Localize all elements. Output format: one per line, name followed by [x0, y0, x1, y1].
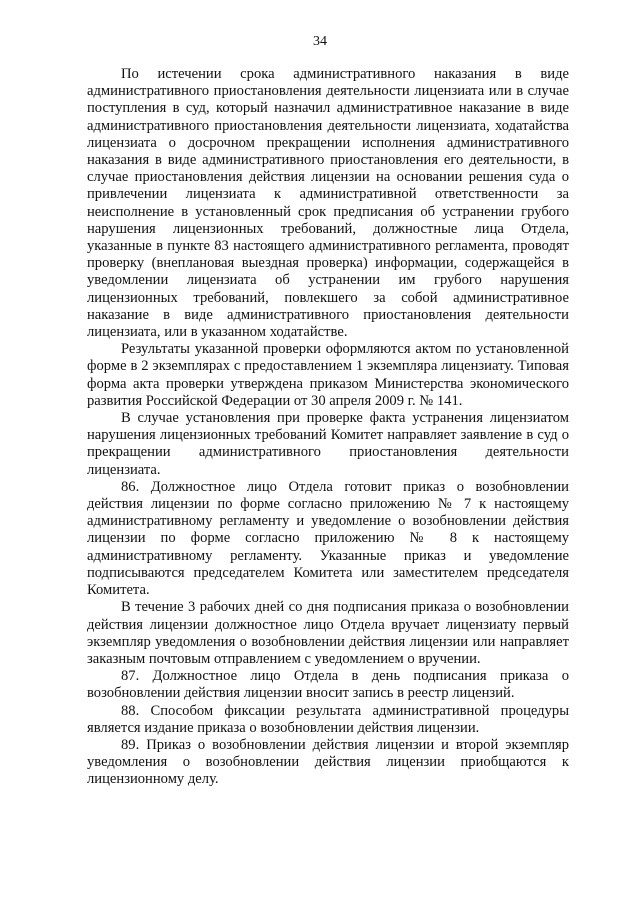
paragraph-87: 87. Должностное лицо Отдела в день подписания приказа о возобновлении действия лицензии вносит запись в реестр лицензий.: [87, 668, 569, 702]
paragraph-88: 88. Способом фиксации результата административной процедуры является издание приказа о возобновлении действия лицензии.: [87, 702, 569, 736]
paragraph-inspection-results: Результаты указанной проверки оформляются актом по установленной форме в 2 экземплярах с предоставлением 1 экземпляра лицензиату. Типовая форма акта проверки утверждена приказом Министерства экономического развития Российской Федерации от 30 апреля 2009 г. № 141.: [87, 341, 569, 409]
document-body: [87, 66, 569, 789]
paragraph-86: 86. Должностное лицо Отдела готовит приказ о возобновлении действия лицензии по форме согласно приложению № 7 к настоящему административному регламенту и уведомление о возобновлении действия лицензии по форме согласно приложению № 8 к настоящему административному регламенту. Указанные приказ и уведомление подписываются председателем Комитета или заместителем председателя Комитета.: [87, 478, 569, 599]
paragraph-court-application: В случае установления при проверке факта устранения лицензиатом нарушения лицензионных требований Комитет направляет заявление в суд о прекращении административного приостановления деятельности лицензиата.: [87, 410, 569, 478]
paragraph-89: 89. Приказ о возобновлении действия лицензии и второй экземпляр уведомления о возобновлении действия лицензии приобщаются к лицензионному делу.: [87, 736, 569, 788]
page-number: 34: [313, 34, 327, 49]
paragraph-notification-delivery: В течение 3 рабочих дней со дня подписания приказа о возобновлении действия лицензии должностное лицо Отдела вручает лицензиату первый экземпляр уведомления о возобновлении действия лицензии или направляет заказным почтовым отправлением с уведомлением о вручении.: [87, 599, 569, 667]
paragraph-inspection-procedure: По истечении срока административного наказания в виде административного приостановления деятельности лицензиата или в случае поступления в суд, который назначил административное наказание в виде административного приостановления деятельности лицензиата, ходатайства лицензиата о досрочном прекращении исполнения административного наказания в виде административного приостановления его деятельности, в случае приостановления действия лицензии на основании решения суда о привлечении лицензиата к административной ответственности за неисполнение в установленный срок предписания об устранении грубого нарушения лицензионных требований, должностные лица Отдела, указанные в пункте 83 настоящего административного регламента, проводят проверку (внеплановая выездная проверка) информации, содержащейся в уведомлении лицензиата об устранении им грубого нарушения лицензионных требований, повлекшего за собой административное наказание в виде административного приостановления деятельности лицензиата, или в указанном ходатайстве.: [87, 66, 569, 341]
